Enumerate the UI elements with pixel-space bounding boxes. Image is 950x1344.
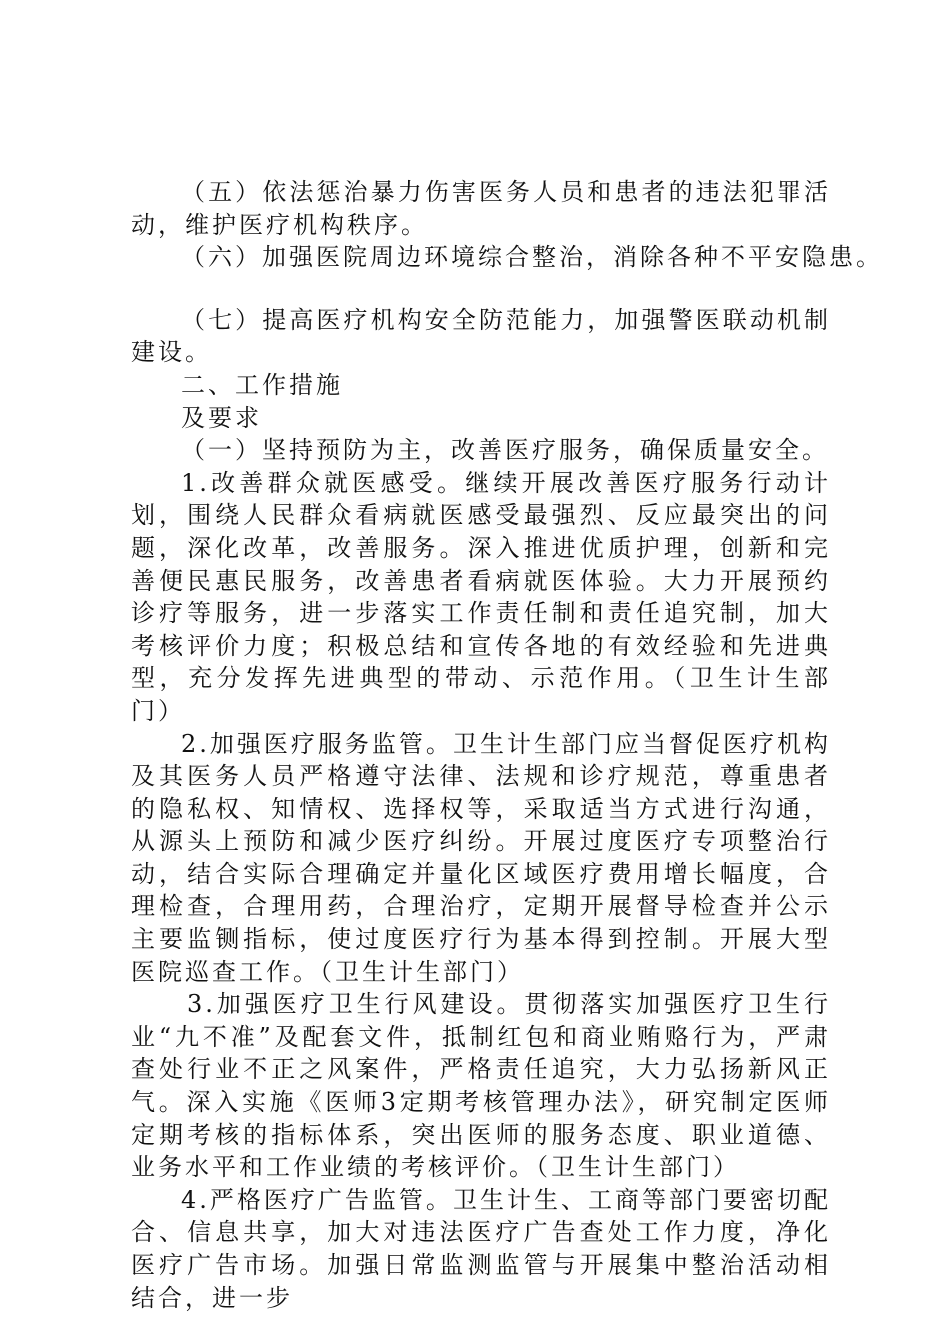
paragraph-item-3: 3.加强医疗卫生行风建设。贯彻落实加强医疗卫生行业“九不准”及配套文件，抵制红包和商业贿赂行为，严肃查处行业不正之风案件，严格责任追究，大力弘扬新风正气。深入实施《医师3定期考核管理办法》，研究制定医师定期考核的指标体系，突出医师的服务态度、职业道德、业务水平和工作业绩的考核评价。（卫生计生部门） (131, 990, 831, 1182)
subsection-heading-one: （一）坚持预防为主，改善医疗服务，确保质量安全。 (181, 436, 829, 465)
paragraph-seven: （七）提高医疗机构安全防范能力，加强警医联动机制建设。 (131, 305, 831, 367)
section-heading-requirements: 及要求 (181, 403, 262, 432)
paragraph-item-2: 2.加强医疗服务监管。卫生计生部门应当督促医疗机构及其医务人员严格遵守法律、法规和诊疗规范，尊重患者的隐私权、知情权、选择权等，采取适当方式进行沟通，从源头上预防和减少医疗纠纷。开展过度医疗专项整治行动，结合实际合理确定并量化区域医疗费用增长幅度，合理检查，合理用药，合理治疗，定期开展督导检查并公示主要监铡指标，使过度医疗行为基本得到控制。开展大型医院巡查工作。（卫生计生部门） (131, 729, 831, 986)
document-body (131, 176, 883, 1314)
paragraph-item-4: 4.严格医疗广告监管。卫生计生、工商等部门要密切配合、信息共享，加大对违法医疗广告查处工作力度，净化医疗广告市场。加强日常监测监管与开展集中整治活动相结合，进一步 (131, 1185, 831, 1312)
section-heading-measures: 二、工作措施 (181, 370, 343, 399)
paragraph-six: （六）加强医院周边环境综合整治，消除各种不平安隐患。 (181, 243, 883, 272)
paragraph-five: （五）依法惩治暴力伤害医务人员和患者的违法犯罪活动，维护医疗机构秩序。 (131, 178, 831, 239)
paragraph-item-1: 1.改善群众就医感受。继续开展改善医疗服务行动计划，围绕人民群众看病就医感受最强烈、反应最突出的问题，深化改革，改善服务。深入推进优质护理，创新和完善便民惠民服务，改善患者看病就医体验。大力开展预约诊疗等服务，进一步落实工作责任制和责任追究制，加大考核评价力度；积极总结和宣传各地的有效经验和先进典型，充分发挥先进典型的带动、示范作用。（卫生计生部门） (131, 468, 831, 725)
